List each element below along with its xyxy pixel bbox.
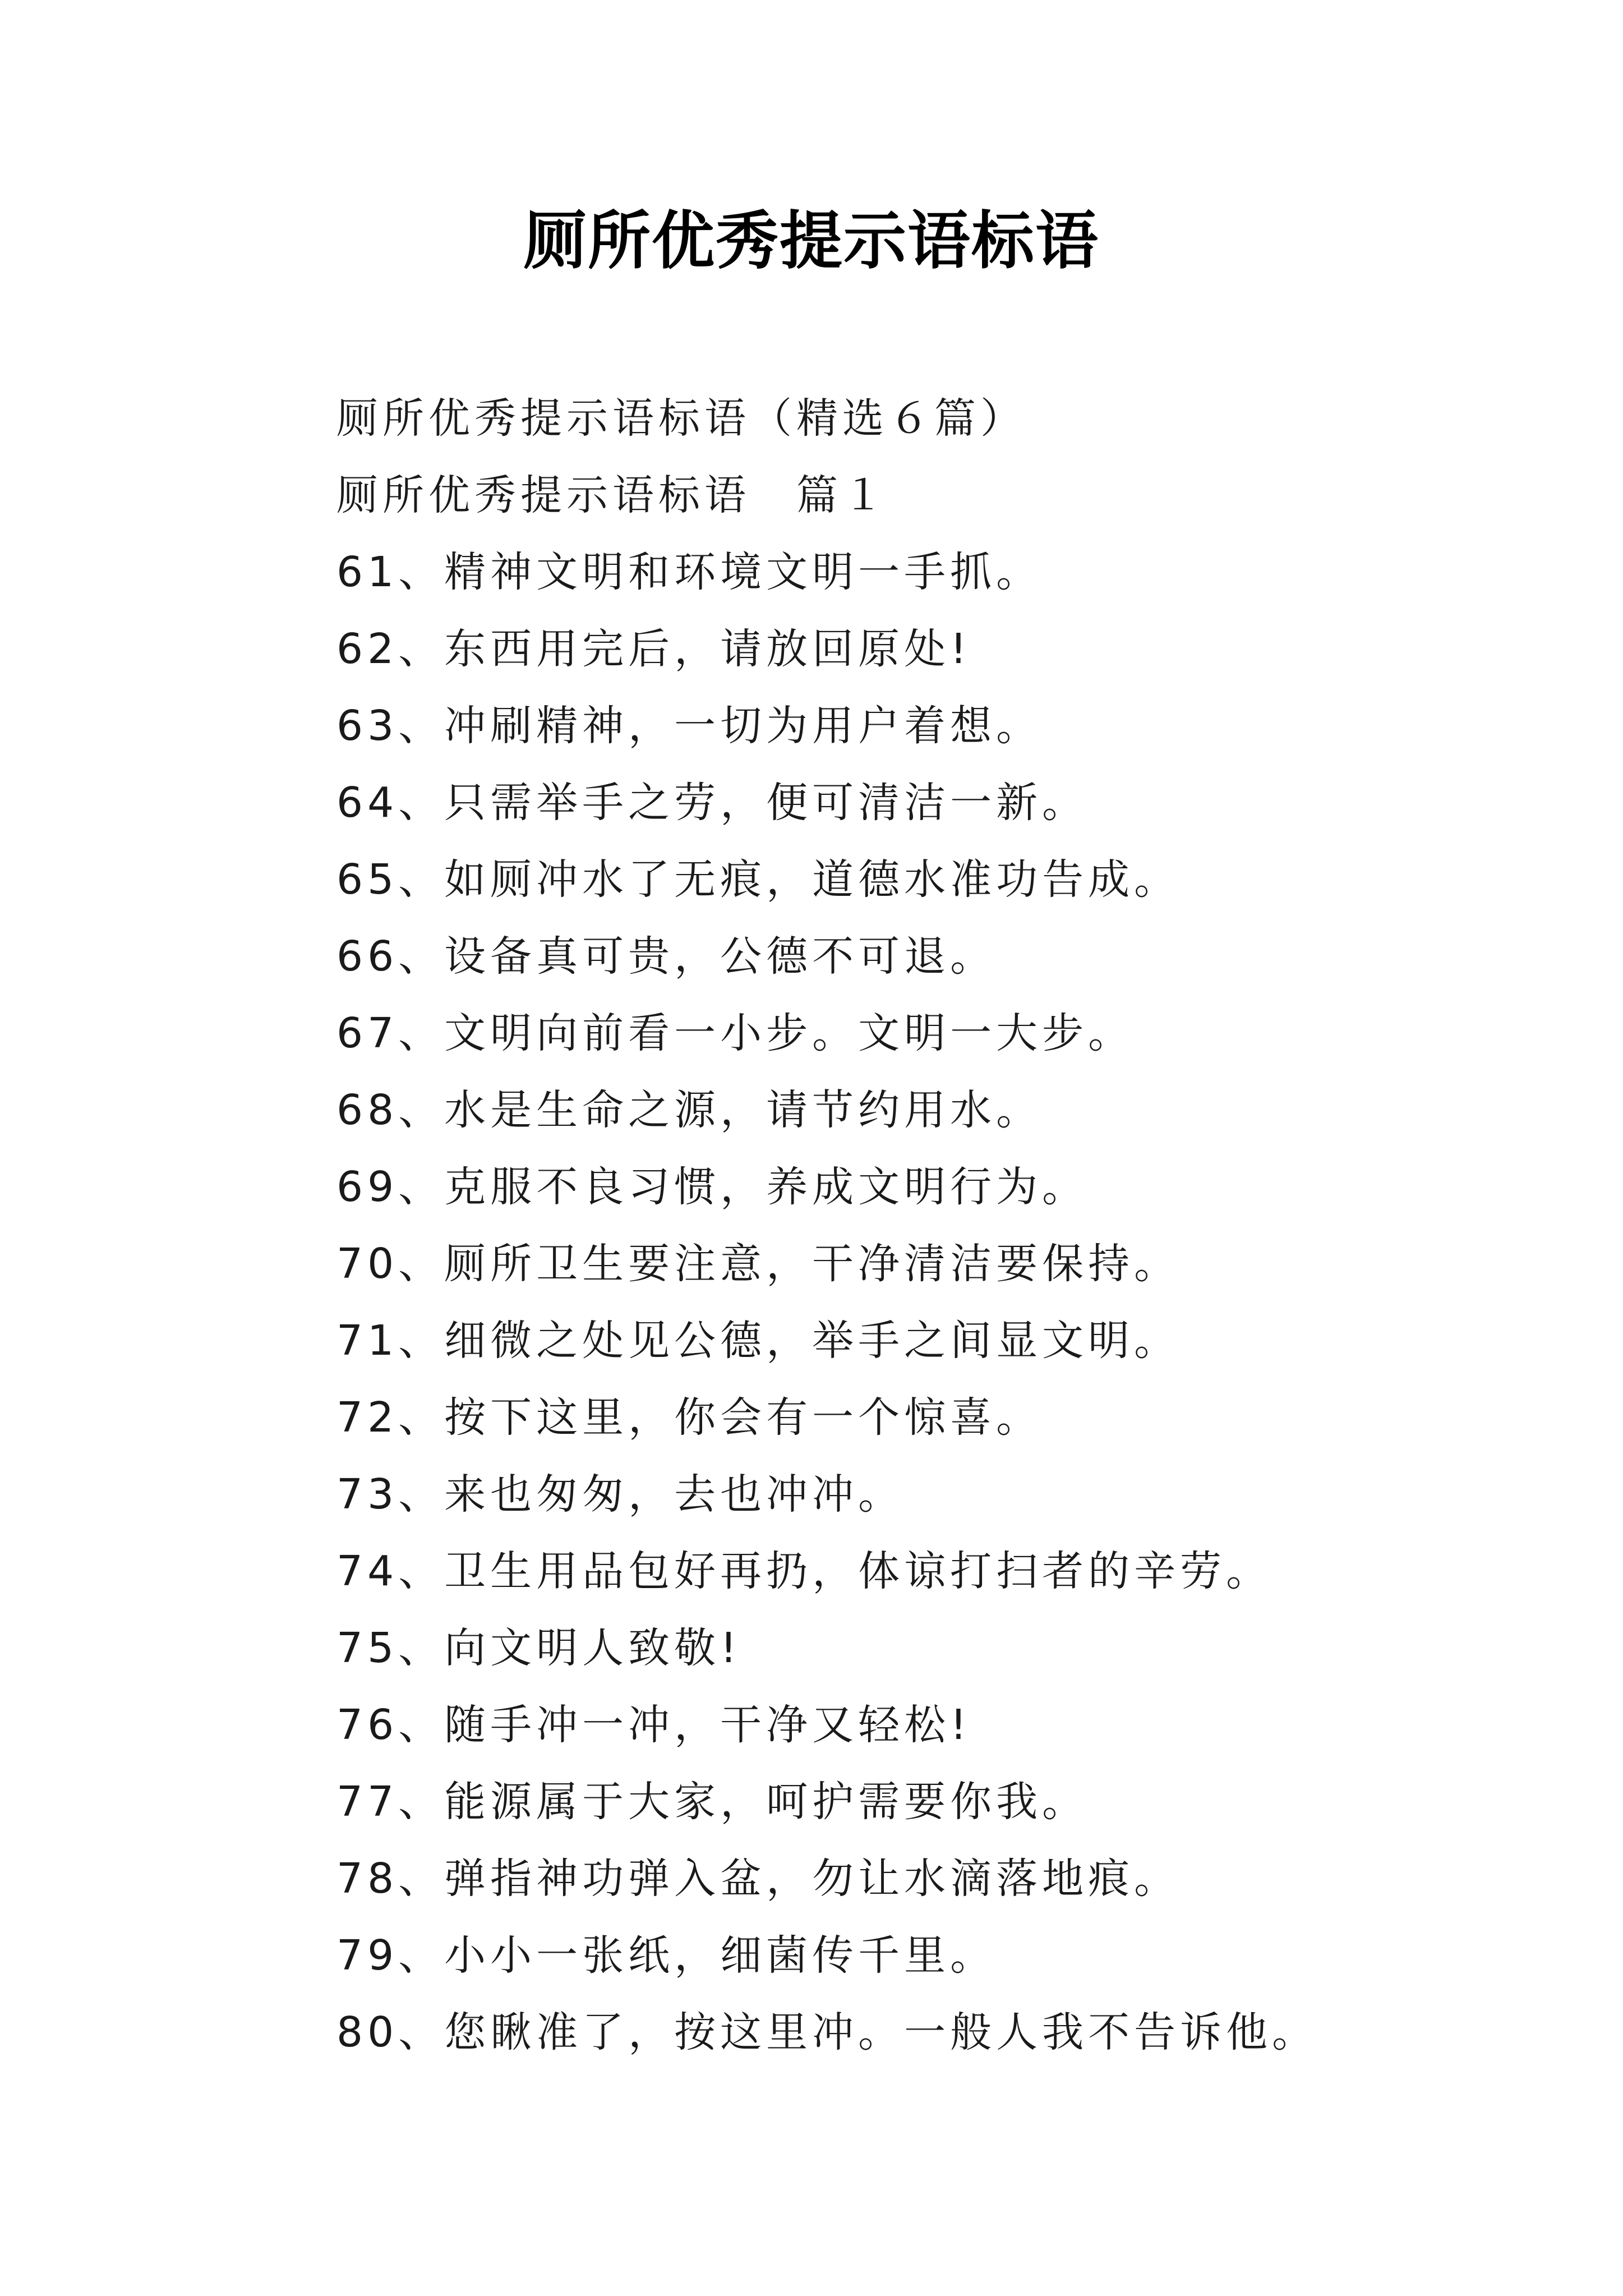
list-item: 64、只需举手之劳，便可清洁一新。 — [336, 779, 1089, 827]
list-item: 79、小小一张纸，细菌传千里。 — [336, 1931, 997, 1980]
document-title: 厕所优秀提示语标语 — [524, 204, 1099, 278]
section-heading: 厕所优秀提示语标语 篇１ — [336, 471, 888, 519]
list-item: 69、克服不良习惯，养成文明行为。 — [336, 1163, 1089, 1211]
list-item: 71、细微之处见公德，举手之间显文明。 — [336, 1317, 1181, 1365]
list-item: 67、文明向前看一小步。文明一大步。 — [336, 1009, 1135, 1057]
document-subtitle: 厕所优秀提示语标语（精选６篇） — [336, 394, 1026, 443]
list-item: 63、冲刷精神，一切为用户着想。 — [336, 702, 1043, 750]
list-item: 80、您瞅准了，按这里冲。一般人我不告诉他。 — [336, 2008, 1318, 2056]
list-item: 61、精神文明和环境文明一手抓。 — [336, 548, 1043, 596]
list-item: 68、水是生命之源，请节约用水。 — [336, 1086, 1043, 1134]
list-item: 66、设备真可贵，公德不可退。 — [336, 932, 997, 981]
list-item: 72、按下这里，你会有一个惊喜。 — [336, 1393, 1043, 1442]
list-item: 75、向文明人致敬! — [336, 1624, 741, 1672]
list-item: 73、来也匆匆，去也冲冲。 — [336, 1470, 905, 1519]
list-item: 65、如厕冲水了无痕，道德水准功告成。 — [336, 855, 1181, 904]
list-item: 78、弹指神功弹入盆，勿让水滴落地痕。 — [336, 1855, 1181, 1903]
list-item: 62、东西用完后，请放回原处! — [336, 625, 971, 673]
list-item: 76、随手冲一冲，干净又轻松! — [336, 1701, 971, 1749]
list-item: 77、能源属于大家，呵护需要你我。 — [336, 1778, 1089, 1826]
list-item: 70、厕所卫生要注意，干净清洁要保持。 — [336, 1240, 1181, 1288]
list-item: 74、卫生用品包好再扔，体谅打扫者的辛劳。 — [336, 1547, 1272, 1595]
document-body — [336, 380, 1514, 2071]
